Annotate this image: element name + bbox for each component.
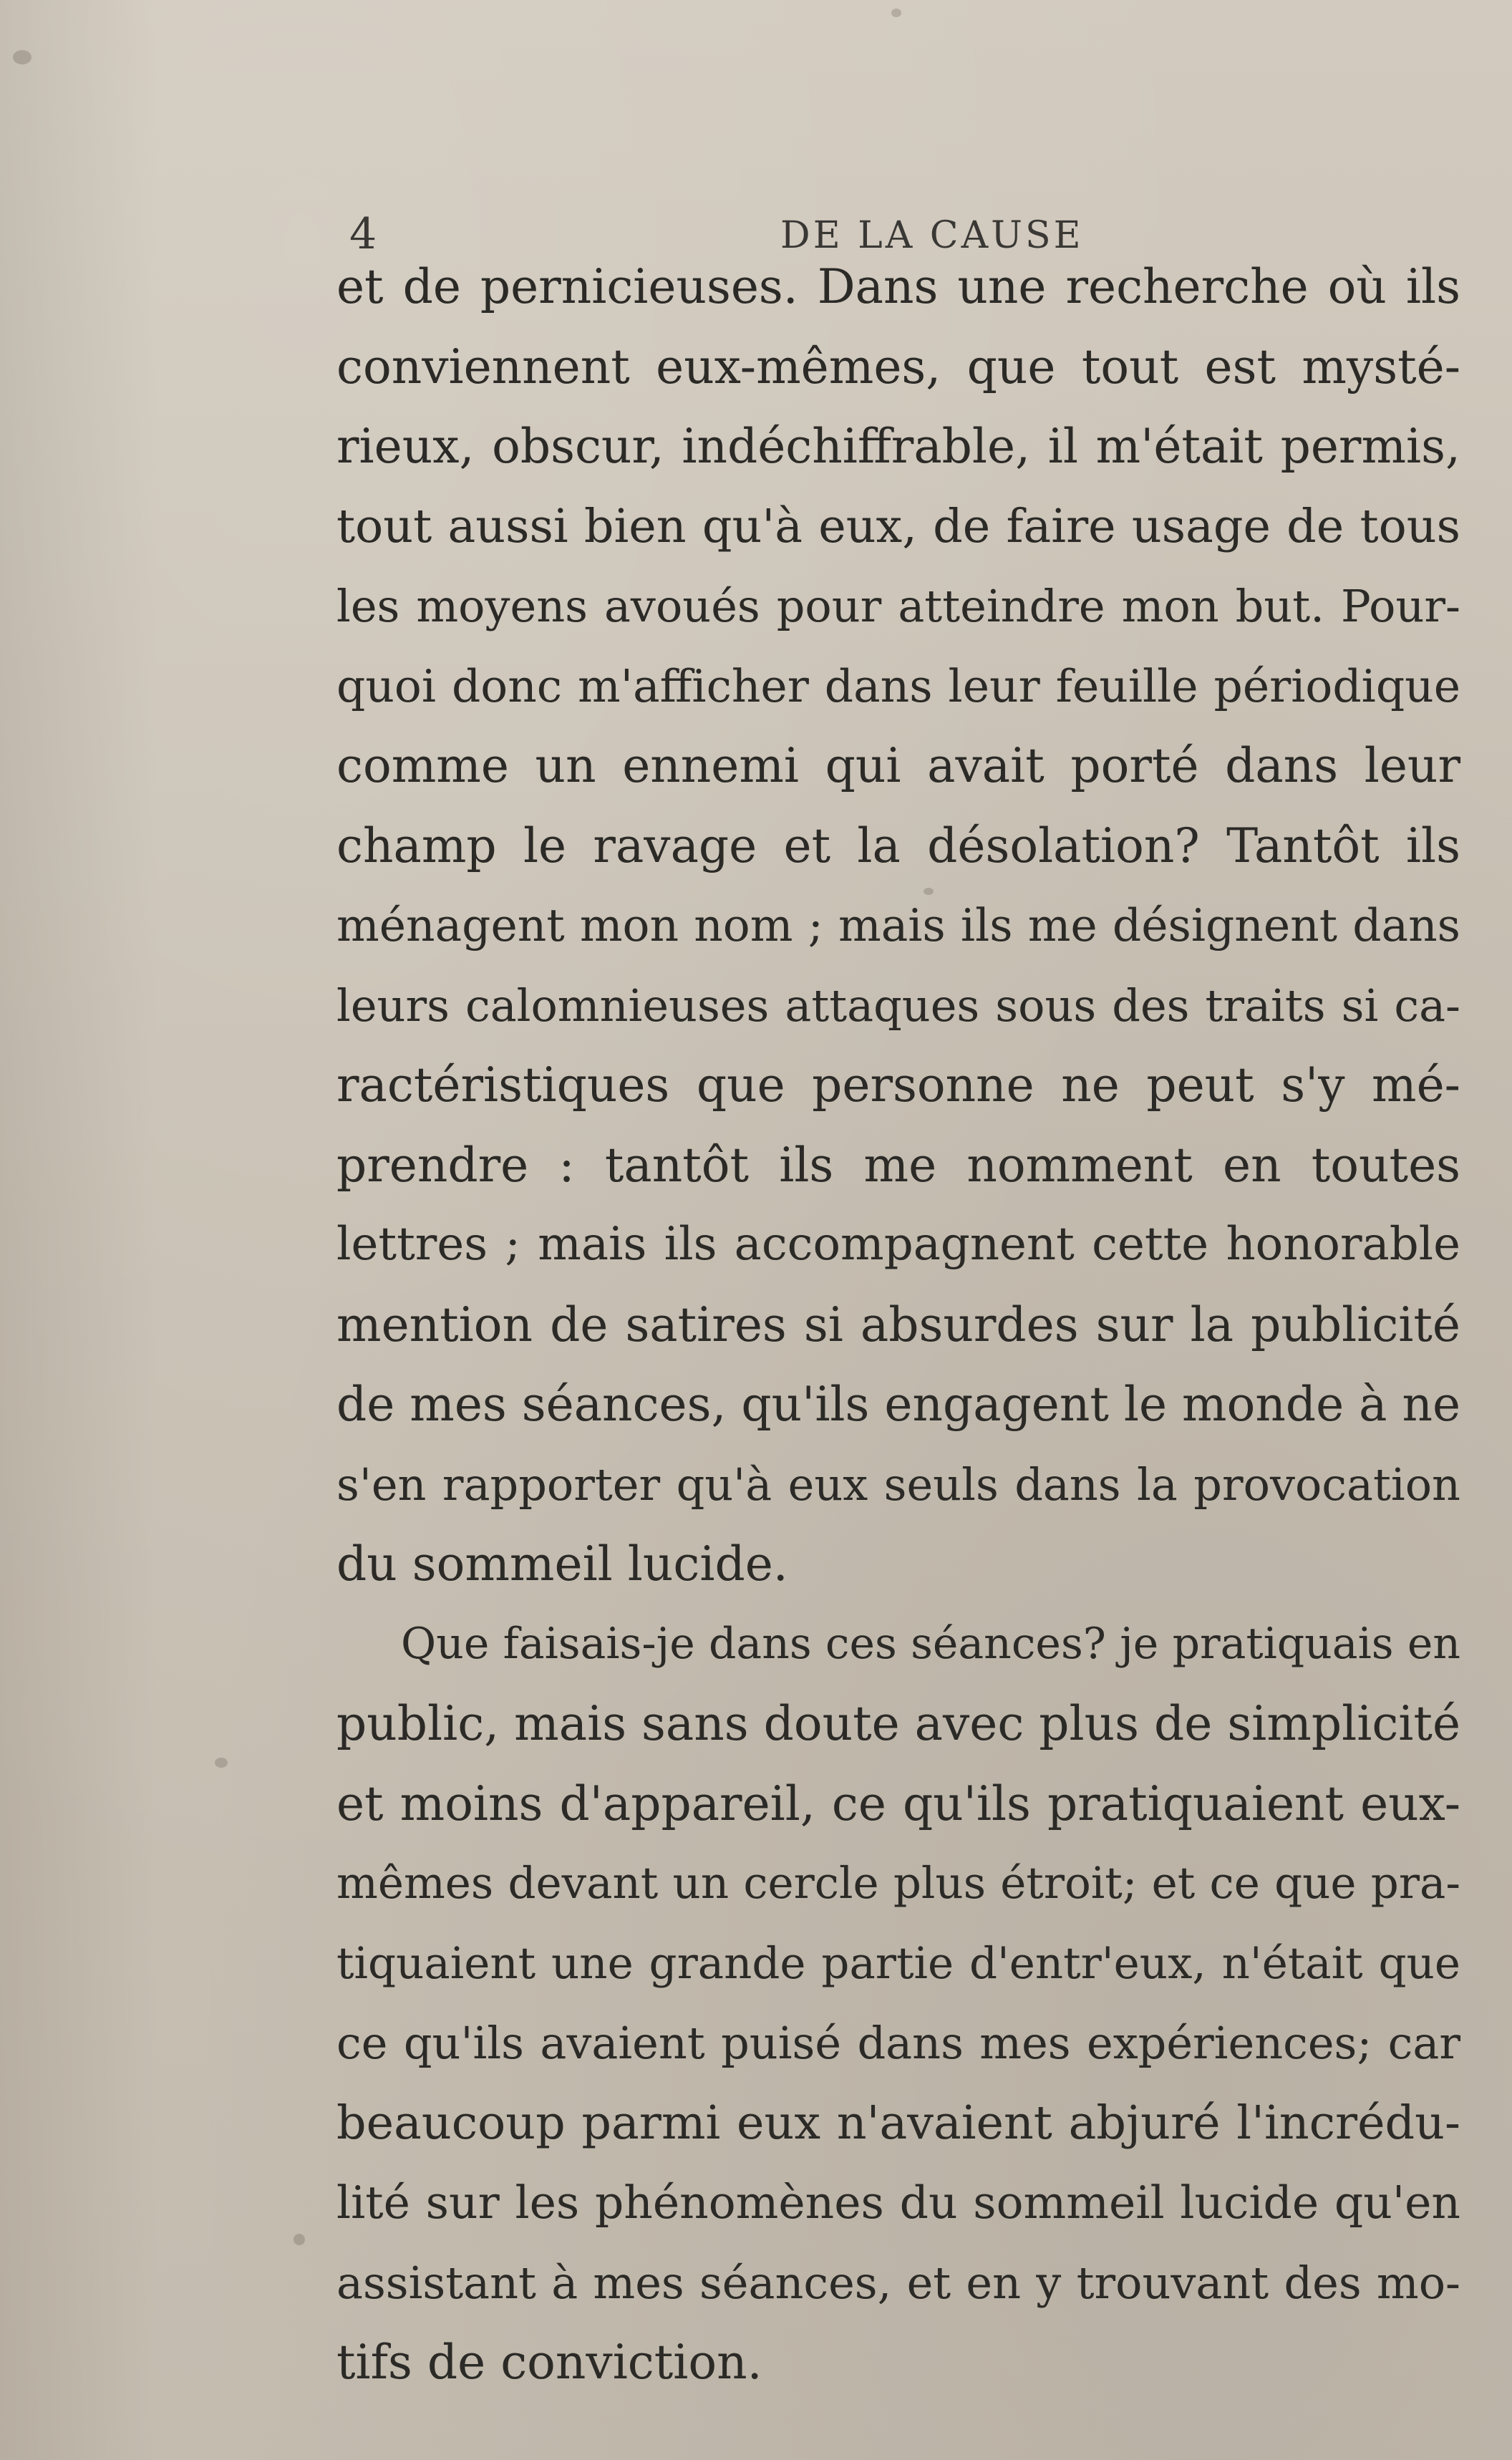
running-head: DE LA CAUSE <box>780 214 1084 257</box>
body-text <box>336 247 1460 2403</box>
text-line: s'en rapporter qu'à eux seuls dans la provocation <box>336 1458 1460 1511</box>
ink-spot <box>13 50 32 64</box>
text-line: prendre : tantôt ils me nomment en toutes <box>336 1137 1460 1193</box>
text-line: rieux, obscur, indéchiffrable, il m'était permis, <box>336 419 1460 474</box>
page-number: 4 <box>349 209 377 259</box>
ink-spot <box>215 1758 228 1768</box>
text-line: tout aussi bien qu'à eux, de faire usage de tous <box>336 499 1460 553</box>
text-line: mêmes devant un cercle plus étroit; et ce que pra- <box>336 1858 1460 1909</box>
ink-spot <box>891 9 901 17</box>
text-line: lité sur les phénomènes du sommeil lucide qu'en <box>336 2176 1460 2229</box>
text-line: les moyens avoués pour atteindre mon but. Pour- <box>336 580 1460 632</box>
text-line: public, mais sans doute avec plus de simplicité <box>336 1696 1460 1751</box>
paragraph-end-line: du sommeil lucide. <box>336 1536 788 1592</box>
text-line: lettres ; mais ils accompagnent cette honorable <box>336 1218 1460 1271</box>
text-line: de mes séances, qu'ils engagent le monde à ne <box>336 1377 1461 1432</box>
text-line: ce qu'ils avaient puisé dans mes expériences; car <box>336 2017 1460 2069</box>
text-line: leurs calomnieuses attaques sous des traits si ca- <box>336 979 1460 1032</box>
text-line: comme un ennemi qui avait porté dans leur <box>336 738 1460 793</box>
text-line: assistant à mes séances, et en y trouvant des mo- <box>336 2256 1460 2309</box>
text-line: ractéristiques que personne ne peut s'y mé- <box>336 1057 1460 1113</box>
text-line: tiquaient une grande partie d'entr'eux, n'était que <box>336 1937 1460 1989</box>
text-line: conviennent eux-mêmes, que tout est mysté- <box>336 339 1460 394</box>
text-line: beaucoup parmi eux n'avaient abjuré l'incrédu- <box>336 2096 1460 2150</box>
text-line: champ le ravage et la désolation? Tantôt ils <box>336 818 1460 873</box>
text-line: quoi donc m'afficher dans leur feuille périodique <box>336 659 1460 712</box>
text-line: et de pernicieuses. Dans une recherche où ils <box>336 259 1460 314</box>
text-line: ménagent mon nom ; mais ils me désignent dans <box>336 899 1460 951</box>
text-line: mention de satires si absurdes sur la publicité <box>336 1297 1460 1352</box>
ink-spot <box>294 2234 305 2245</box>
paragraph-end-line: tifs de conviction. <box>336 2335 762 2390</box>
paragraph-first-line: Que faisais-je dans ces séances? je pratiquais en <box>401 1618 1460 1669</box>
text-line: et moins d'appareil, ce qu'ils pratiquaient eux- <box>336 1776 1460 1831</box>
